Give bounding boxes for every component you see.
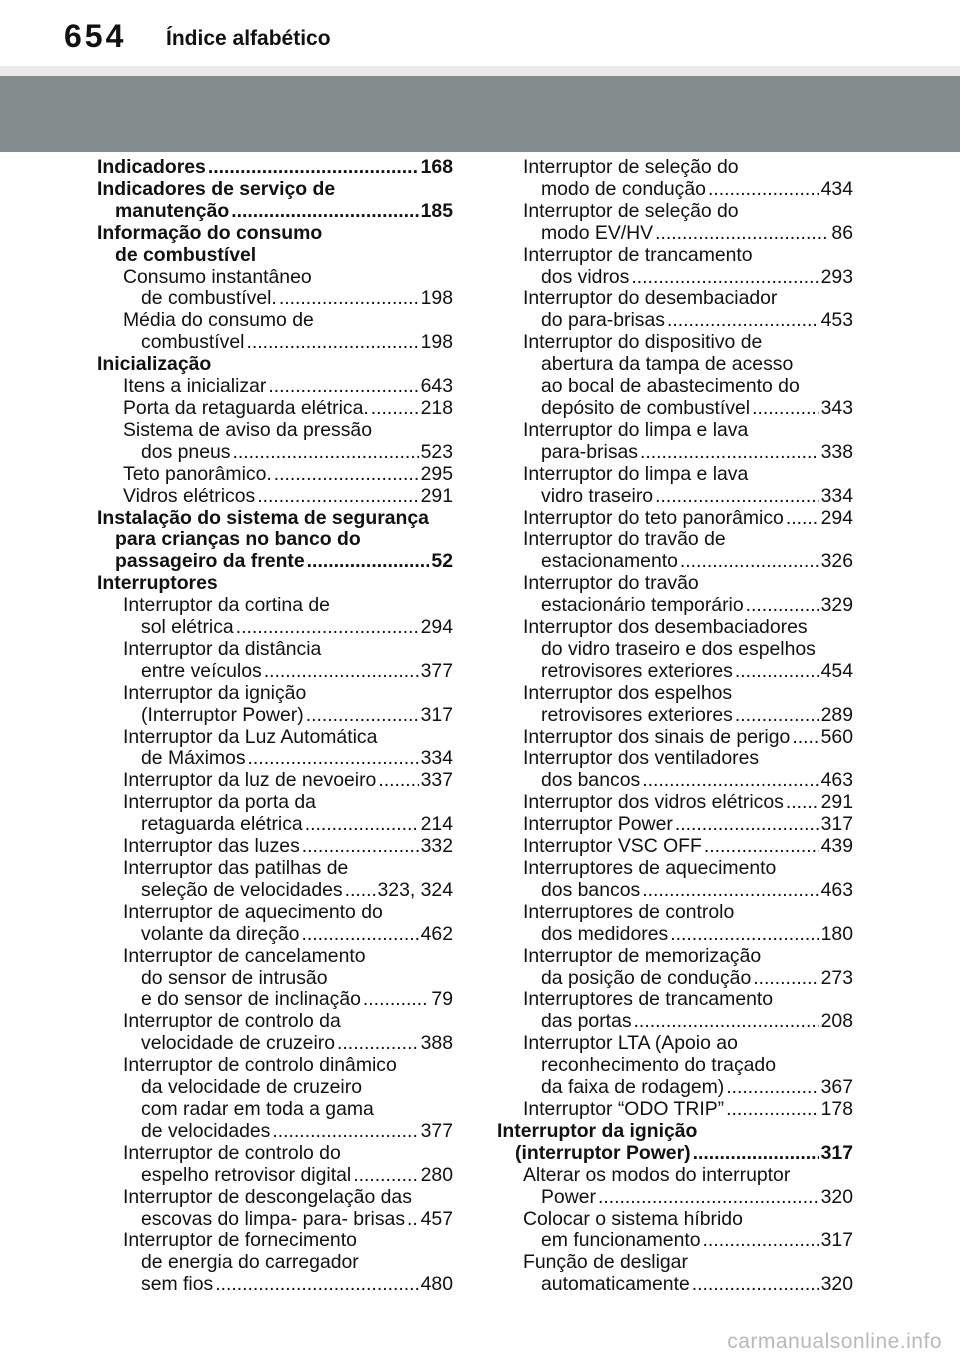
index-page-ref: 317 xyxy=(820,1141,853,1164)
index-page-ref: 317 xyxy=(820,1229,853,1252)
index-entry-text: retrovisores exteriores xyxy=(541,659,733,682)
index-entry-text: (interruptor Power) xyxy=(515,1141,691,1164)
index-page-ref: 317 xyxy=(420,703,453,726)
dot-leader xyxy=(305,814,419,836)
dot-leader xyxy=(306,705,419,727)
index-entry-text: dos bancos xyxy=(541,878,641,901)
index-entry-text: Interruptor do limpa e lava xyxy=(523,462,749,485)
index-entry-text: Interruptor da porta da xyxy=(123,791,316,814)
index-entry-text: manutenção xyxy=(115,199,230,222)
index-entry-text: de combustível xyxy=(115,243,257,266)
dot-leader xyxy=(631,267,818,289)
index-entry xyxy=(97,858,453,902)
dot-leader xyxy=(726,1099,819,1121)
index-entry-text: do para-brisas xyxy=(541,309,665,332)
dot-leader xyxy=(279,288,419,310)
header-divider xyxy=(0,66,960,76)
index-entry-text: automaticamente xyxy=(541,1273,690,1296)
index-entry-text: Interruptor de aquecimento do xyxy=(123,900,383,923)
index-entry-text: sol elétrica xyxy=(141,616,234,639)
dot-leader xyxy=(680,551,819,573)
dot-leader xyxy=(667,310,819,332)
index-page-ref: 293 xyxy=(820,265,853,288)
index-entry-text: Interruptor de memorização xyxy=(523,944,762,967)
index-entry-text: Inicialização xyxy=(97,353,212,376)
index-entry xyxy=(497,683,853,727)
section-banner xyxy=(0,76,960,152)
index-entry-text: Interruptor do limpa e lava xyxy=(523,418,749,441)
dot-leader xyxy=(786,508,819,530)
index-page-ref: 560 xyxy=(820,725,853,748)
dot-leader xyxy=(337,1033,419,1055)
index-page-ref: 367 xyxy=(820,1076,853,1099)
index-entry xyxy=(497,1033,853,1099)
index-page-ref: 79 xyxy=(431,988,453,1011)
index-entry-text: Média do consumo de xyxy=(123,309,314,332)
index-entry-text: espelho retrovisor digital xyxy=(141,1163,352,1186)
index-page-ref: 52 xyxy=(431,550,453,573)
index-entry xyxy=(97,1011,453,1055)
index-entry-text: Interruptor de controlo dinâmico xyxy=(123,1054,397,1077)
index-page-ref: 273 xyxy=(820,966,853,989)
index-page-ref: 388 xyxy=(420,1032,453,1055)
index-entry xyxy=(497,332,853,420)
index-entry-text: Power xyxy=(541,1185,596,1208)
index-entry-text: Interruptor do travão de xyxy=(523,528,726,551)
dot-leader xyxy=(752,398,819,420)
index-entry xyxy=(97,683,453,727)
index-entry-text: Indicadores xyxy=(97,156,206,178)
index-entry xyxy=(497,288,853,332)
index-entry-text: Interruptor “ODO TRIP” xyxy=(523,1097,725,1120)
dot-leader xyxy=(231,201,418,223)
index-entry xyxy=(497,508,853,530)
index-entry xyxy=(497,1099,853,1121)
index-entry-text: Interruptor dos vidros elétricos xyxy=(523,791,784,814)
index-entry-text: Interruptor Power xyxy=(523,813,673,836)
index-entry-text: sem fios xyxy=(141,1273,214,1296)
index-page-ref: 218 xyxy=(420,396,453,419)
index-entry xyxy=(97,1143,453,1187)
index-entry xyxy=(497,464,853,508)
index-entry-text: vidro traseiro xyxy=(541,484,654,507)
index-entry-text: Interruptores de controlo xyxy=(523,900,735,923)
index-entry xyxy=(497,792,853,814)
index-entry-text: Interruptor de seleção do xyxy=(523,199,739,222)
index-entry xyxy=(497,201,853,245)
index-page-ref: 185 xyxy=(420,199,453,222)
index-entry xyxy=(497,617,853,683)
index-entry xyxy=(497,1209,853,1253)
index-entry-text: da velocidade de cruzeiro xyxy=(141,1076,362,1099)
index-entry-text: Colocar o sistema híbrido xyxy=(523,1207,743,1230)
index-entry-text: Interruptores xyxy=(97,572,218,595)
index-page-ref: 439 xyxy=(820,835,853,858)
dot-leader xyxy=(208,157,419,179)
index-entry-text: Interruptor de descongelação das xyxy=(123,1185,412,1208)
index-entry-text: Interruptor da ignição xyxy=(123,681,307,704)
index-entry-text: e do sensor de inclinação xyxy=(141,988,361,1011)
index-entry-text: Interruptor dos espelhos xyxy=(523,681,733,704)
dot-leader xyxy=(642,770,818,792)
index-entry xyxy=(497,946,853,990)
dot-leader xyxy=(345,880,376,902)
index-entry xyxy=(497,1121,853,1165)
index-entry-text: Interruptor do dispositivo de xyxy=(523,331,763,354)
index-entry-text: estacionamento xyxy=(541,550,678,573)
index-entry-text: Interruptor da distância xyxy=(123,637,322,660)
index-page-ref: 462 xyxy=(420,922,453,945)
index-entry-text: de Máximos xyxy=(141,747,246,770)
index-entry-text: Interruptor das luzes xyxy=(123,835,300,858)
index-entry xyxy=(497,727,853,749)
index-entry-text: depósito de combustível xyxy=(541,396,751,419)
index-entry-text: Interruptor das patilhas de xyxy=(123,857,349,879)
index-entry xyxy=(97,376,453,398)
index-entry-text: dos medidores xyxy=(541,922,669,945)
dot-leader xyxy=(232,442,418,464)
index-page-ref: 280 xyxy=(420,1163,453,1186)
index-entry xyxy=(97,770,453,792)
index-entry-text: da posição de condução xyxy=(541,966,752,989)
index-entry-text: retrovisores exteriores xyxy=(541,703,733,726)
index-page-ref: 377 xyxy=(420,659,453,682)
index-entry-text: Interruptor dos desembaciadores xyxy=(523,616,808,639)
index-entry-text: Função de desligar xyxy=(523,1251,688,1274)
index-entry xyxy=(497,245,853,289)
index-entry-text: dos vidros xyxy=(541,265,630,288)
index-entry xyxy=(97,486,453,508)
index-entry xyxy=(97,420,453,464)
index-page-ref: 338 xyxy=(820,440,853,463)
index-entry-text: Interruptor dos ventiladores xyxy=(523,747,760,770)
index-entry xyxy=(497,814,853,836)
index-entry-text: Alterar os modos do interruptor xyxy=(523,1163,791,1186)
index-entry-text: dos pneus xyxy=(141,440,231,463)
index-entry xyxy=(97,1055,453,1143)
index-entry-text: Interruptores de aquecimento xyxy=(523,857,777,879)
dot-leader xyxy=(215,1274,418,1296)
index-page-ref: 334 xyxy=(820,484,853,507)
index-page-ref: 291 xyxy=(420,484,453,507)
index-page-ref: 289 xyxy=(820,703,853,726)
index-entry-text: Informação do consumo xyxy=(97,221,323,244)
index-entry xyxy=(97,310,453,354)
index-entry-text: velocidade de cruzeiro xyxy=(141,1032,336,1055)
index-page-ref: 334 xyxy=(420,747,453,770)
index-page-ref: 320 xyxy=(820,1185,853,1208)
index-entry xyxy=(97,157,453,179)
index-entry-text: Interruptor de fornecimento xyxy=(123,1229,357,1252)
index-entry-text: Interruptor de seleção do xyxy=(523,156,739,178)
index-entry xyxy=(97,223,453,267)
dot-leader xyxy=(268,376,418,398)
index-page-ref: 168 xyxy=(420,156,453,178)
watermark: carmanualsonline.info xyxy=(727,1330,942,1353)
index-page-ref: 434 xyxy=(820,177,853,200)
index-page-ref: 294 xyxy=(820,506,853,529)
index-entry xyxy=(497,858,853,902)
index-entry xyxy=(97,902,453,946)
index-entry xyxy=(497,836,853,858)
dot-leader xyxy=(272,1121,418,1143)
dot-leader xyxy=(703,1230,819,1252)
index-entry-text: do vidro traseiro e dos espelhos xyxy=(541,637,816,660)
index-entry-text: abertura da tampa de acesso xyxy=(541,353,794,376)
index-page-ref: 332 xyxy=(420,835,453,858)
index-page-ref: 643 xyxy=(420,375,453,398)
index-page-ref: 454 xyxy=(820,659,853,682)
index-entry xyxy=(497,989,853,1033)
dot-leader xyxy=(301,924,418,946)
index-entry-text: de velocidades xyxy=(141,1119,271,1142)
index-entry-text: Interruptor da Luz Automática xyxy=(123,725,378,748)
dot-leader xyxy=(378,770,418,792)
index-page-ref: 294 xyxy=(420,616,453,639)
index-entry-text: retaguarda elétrica xyxy=(141,813,303,836)
index-entry xyxy=(497,420,853,464)
index-entry-text: combustível xyxy=(141,331,245,354)
index-entry xyxy=(97,792,453,836)
page-header xyxy=(0,0,960,66)
dot-leader xyxy=(786,792,819,814)
index-entry-text: para-brisas xyxy=(541,440,638,463)
index-entry-text: (Interruptor Power) xyxy=(141,703,304,726)
index-entry-text: Interruptor da luz de nevoeiro xyxy=(123,769,377,792)
dot-leader xyxy=(735,661,819,683)
index-entry-text: volante da direção xyxy=(141,922,300,945)
index-entry-text: Interruptor do desembaciador xyxy=(523,287,778,310)
index-entry-text: dos bancos xyxy=(541,769,641,792)
index-entry xyxy=(97,595,453,639)
index-page-ref: 291 xyxy=(820,791,853,814)
index-entry xyxy=(97,179,453,223)
index-page-ref: 178 xyxy=(820,1097,853,1120)
dot-leader xyxy=(257,486,418,508)
index-entry-text: Interruptor LTA (Apoio ao xyxy=(523,1032,738,1055)
index-entry xyxy=(97,398,453,420)
index-page-ref: 523 xyxy=(420,440,453,463)
index-entry-text: Itens a inicializar xyxy=(123,375,267,398)
dot-leader xyxy=(307,551,430,573)
dot-leader xyxy=(302,836,419,858)
index-entry xyxy=(97,727,453,771)
dot-leader xyxy=(598,1187,819,1209)
index-entry-text: Interruptor de controlo do xyxy=(123,1141,341,1164)
dot-leader xyxy=(407,1209,419,1231)
index-entry xyxy=(97,836,453,858)
dot-leader xyxy=(246,332,418,354)
index-entry-text: Interruptor do travão xyxy=(523,572,699,595)
index-entry-text: reconhecimento do traçado xyxy=(541,1054,776,1077)
index-entry-text: Indicadores de serviço de xyxy=(97,177,336,200)
index-page-ref: 377 xyxy=(420,1119,453,1142)
dot-leader xyxy=(692,1274,819,1296)
dot-leader xyxy=(704,836,819,858)
index-page-ref: 343 xyxy=(820,396,853,419)
index-entry-text: Sistema de aviso da pressão xyxy=(123,418,372,441)
index-entry-text: Interruptor do teto panorâmico xyxy=(523,506,784,529)
index-entry-text: Porta da retaguarda elétrica. xyxy=(123,396,369,419)
index-entry xyxy=(97,464,453,486)
index-entry-text: Consumo instantâneo xyxy=(123,265,312,288)
index-entry xyxy=(97,1187,453,1231)
index-entry-text: Interruptor VSC OFF xyxy=(523,835,702,858)
index-entry-text: com radar em toda a gama xyxy=(141,1097,374,1120)
dot-leader xyxy=(753,968,818,990)
index-page-ref: 208 xyxy=(820,1010,853,1033)
dot-leader xyxy=(675,814,819,836)
index-page-ref: 329 xyxy=(820,594,853,617)
index-column-left xyxy=(97,157,453,1296)
index-entry xyxy=(97,354,453,376)
dot-leader xyxy=(670,924,818,946)
index-page-ref: 198 xyxy=(420,331,453,354)
index-entry xyxy=(497,1252,853,1296)
index-entry xyxy=(497,1165,853,1209)
index-entry xyxy=(497,157,853,201)
index-entry-text: Interruptor de trancamento xyxy=(523,243,753,266)
index-entry-text: modo de condução xyxy=(541,177,706,200)
index-page-ref: 480 xyxy=(420,1273,453,1296)
index-entry xyxy=(497,748,853,792)
index-entry xyxy=(97,1230,453,1296)
index-entry xyxy=(97,267,453,311)
index-entry-text: passageiro da frente xyxy=(115,550,305,573)
index-entry xyxy=(497,529,853,573)
index-entry-text: de combustível. xyxy=(141,287,277,310)
index-entry xyxy=(97,946,453,1012)
index-entry-text: Interruptor de controlo da xyxy=(123,1010,341,1033)
index-page-ref: 453 xyxy=(820,309,853,332)
index-entry-text: para crianças no banco do xyxy=(115,528,361,551)
index-entry-text: escovas do limpa- para- brisas xyxy=(141,1207,406,1230)
index-page-ref: 198 xyxy=(420,287,453,310)
dot-leader xyxy=(642,880,818,902)
index-entry-text: da faixa de rodagem) xyxy=(541,1076,725,1099)
index-entry-text: em funcionamento xyxy=(541,1229,701,1252)
index-page-ref: 337 xyxy=(420,769,453,792)
index-entry-text: do sensor de intrusão xyxy=(141,966,328,989)
index-page-ref: 326 xyxy=(820,550,853,573)
dot-leader xyxy=(655,486,819,508)
index-entry-text: seleção de velocidades xyxy=(141,878,343,901)
index-page-ref: 320 xyxy=(820,1273,853,1296)
index-page-ref: 323, 324 xyxy=(377,878,453,901)
index-entry-text: Vidros elétricos xyxy=(123,484,256,507)
dot-leader xyxy=(274,464,419,486)
index-entry-text: entre veículos xyxy=(141,659,262,682)
index-entry-text: Interruptor dos sinais de perigo xyxy=(523,725,791,748)
dot-leader xyxy=(735,705,819,727)
dot-leader xyxy=(264,661,419,683)
index-page-ref: 86 xyxy=(831,221,853,244)
index-entry xyxy=(97,508,453,574)
dot-leader xyxy=(746,595,819,617)
index-page-ref: 180 xyxy=(820,922,853,945)
index-entry-text: Interruptor de cancelamento xyxy=(123,944,366,967)
index-entry xyxy=(497,573,853,617)
dot-leader xyxy=(708,179,819,201)
index-entry xyxy=(97,639,453,683)
dot-leader xyxy=(363,989,430,1011)
dot-leader xyxy=(693,1143,819,1165)
index-entry xyxy=(97,573,453,595)
index-entry-text: Instalação do sistema de segurança xyxy=(97,506,429,529)
index-page-ref: 295 xyxy=(420,462,453,485)
index-entry-text: de energia do carregador xyxy=(141,1251,359,1274)
dot-leader xyxy=(640,442,819,464)
index-page-ref: 463 xyxy=(820,769,853,792)
index-entry-text: Interruptor da ignição xyxy=(497,1119,698,1142)
dot-leader xyxy=(792,727,818,749)
dot-leader xyxy=(353,1165,418,1187)
dot-leader xyxy=(371,398,419,420)
index-entry xyxy=(497,902,853,946)
index-page-ref: 317 xyxy=(820,813,853,836)
index-entry-text: ao bocal de abastecimento do xyxy=(541,375,800,398)
index-entry-text: modo EV/HV xyxy=(541,221,654,244)
dot-leader xyxy=(248,748,419,770)
dot-leader xyxy=(236,617,419,639)
index-entry-text: Interruptor da cortina de xyxy=(123,594,330,617)
index-entry-text: Teto panorâmico. xyxy=(123,462,272,485)
index-page-ref: 457 xyxy=(420,1207,453,1230)
index-page-ref: 463 xyxy=(820,878,853,901)
index-entry-text: Interruptores de trancamento xyxy=(523,988,774,1011)
dot-leader xyxy=(655,223,829,245)
index-page-ref: 214 xyxy=(420,813,453,836)
index-entry-text: estacionário temporário xyxy=(541,594,744,617)
index-entry-text: das portas xyxy=(541,1010,632,1033)
index-column-right xyxy=(497,157,853,1296)
page-title: Índice alfabético xyxy=(166,27,331,50)
dot-leader xyxy=(726,1077,818,1099)
dot-leader xyxy=(634,1011,819,1033)
page-number: 654 xyxy=(64,18,127,54)
